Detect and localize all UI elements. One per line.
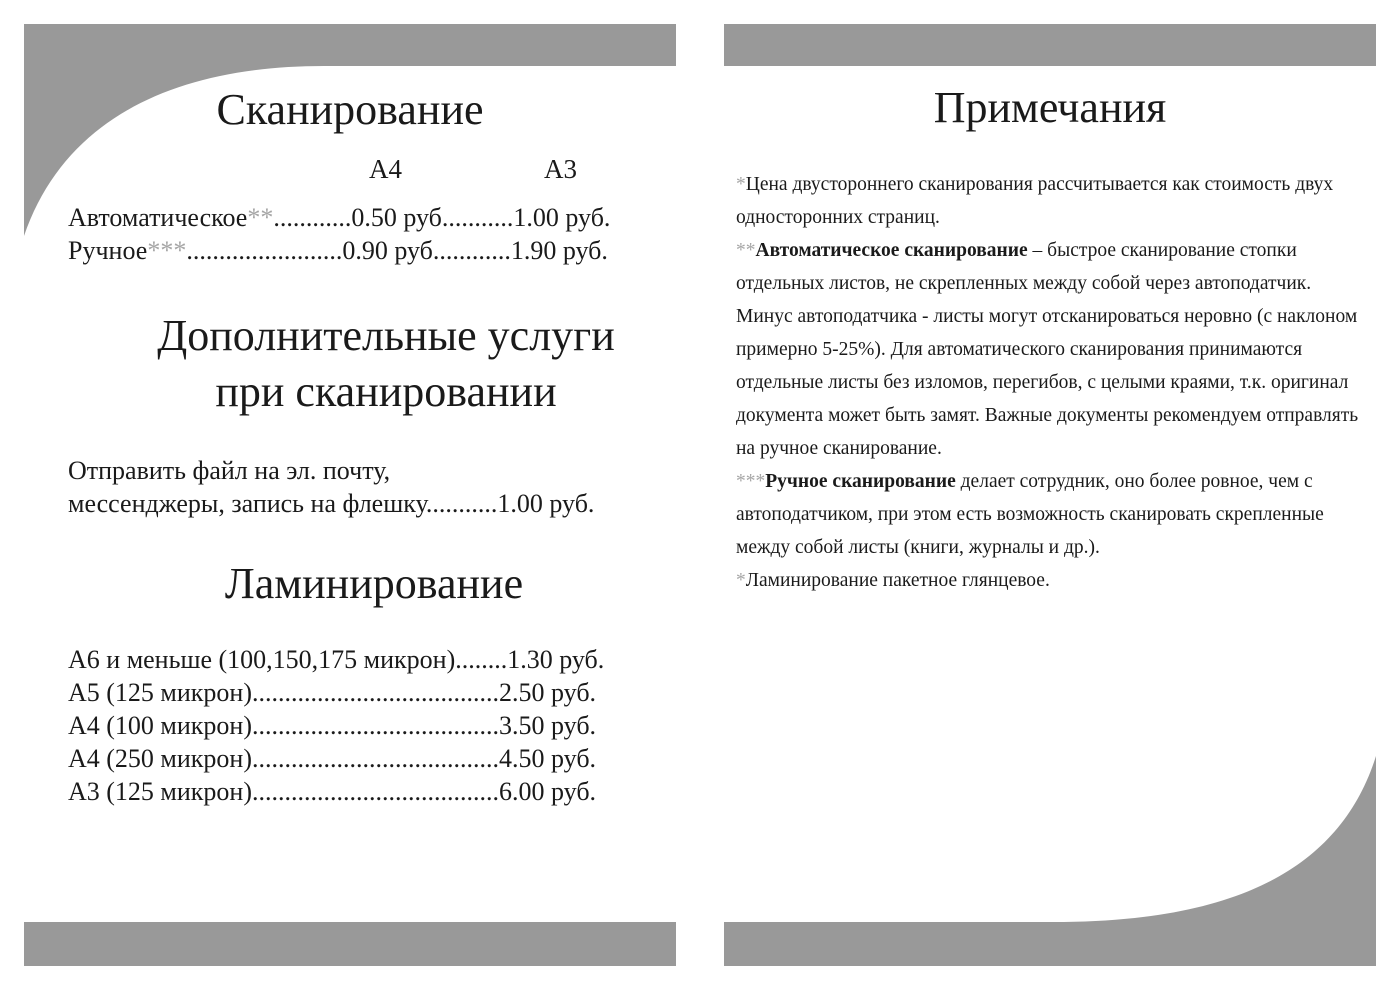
lamination-row: А3 (125 микрон)......................................6.00 руб. [68,777,597,806]
asterisk-mark: * [736,570,746,591]
notes-title: Примечания [933,83,1167,132]
scan-row-manual [68,238,608,264]
extra-title-line2: при сканировании [215,367,557,416]
note-term: Ручное сканирование [765,471,956,492]
leader-dots: ........... [439,236,511,265]
price-list-panel [24,24,676,966]
note-text: – быстрое сканирование стопки отдельных листов, не скрепленных между собой через автоподатчик. Минус автоподатчика - листы могут отсканироваться неровно (с наклоном примерно 5-25%). Для автоматического сканирования принимаются отдельные листы без изломов, перегибов, с целыми краями, т.к. оригинал документа может быть замят. Важные документы рекомендуем отправлять на ручное сканирование. [736,240,1359,459]
column-a4: А4 [369,154,402,184]
asterisk-mark: ** [247,203,274,232]
note-auto-scan [736,234,1372,465]
scan-row-label: Ручное [68,236,148,265]
note-term: Автоматическое сканирование [755,240,1028,261]
lamination-row: А4 (100 микрон)......................................3.50 руб. [68,711,597,740]
leader-dots: .......... [448,203,514,232]
asterisk-mark: *** [147,236,187,265]
column-a3: А3 [544,154,577,184]
asterisk-mark: ** [736,240,756,261]
asterisk-mark: *** [736,471,766,492]
lamination-row: А6 и меньше (100,150,175 микрон)........1.30 руб. [68,645,605,674]
note-text: Ламинирование пакетное глянцевое. [745,570,1050,591]
note-text: делает сотрудник, оно более ровное, чем с автоподатчиком, при этом есть возможность сканировать скрепленные между собой листы (книги, журналы и др.). [736,471,1324,558]
notes-content [724,24,1376,966]
extra-line2: мессенджеры, запись на флешку...........1.00 руб. [68,489,595,518]
lamination-title: Ламинирование [224,559,524,608]
price-a3: 1.90 руб. [510,236,608,265]
extra-title-line1: Дополнительные услуги [157,311,615,360]
notes-panel [724,24,1376,966]
asterisk-mark: * [736,174,746,195]
note-duplex [736,168,1372,234]
extra-services-title [24,308,748,420]
extra-line1: Отправить файл на эл. почту, [68,456,391,485]
price-a4: 0.90 руб. [342,236,440,265]
lamination-row: А4 (250 микрон)......................................4.50 руб. [68,744,597,773]
leader-dots: ........................ [186,236,343,265]
scan-title: Сканирование [216,85,484,134]
price-a4: 0.50 руб. [351,203,449,232]
lamination-row: А5 (125 микрон)......................................2.50 руб. [68,678,597,707]
notes-body [736,168,1372,597]
note-manual-scan [736,465,1372,564]
scan-row-auto [68,205,610,231]
price-a3: 1.00 руб. [513,203,611,232]
scan-row-label: Автоматическое [68,203,248,232]
note-lamination [736,564,1372,597]
note-text: Цена двустороннего сканирования рассчитывается как стоимость двух односторонних страниц. [736,174,1334,228]
price-list-content [24,24,676,966]
leader-dots: ............ [273,203,352,232]
